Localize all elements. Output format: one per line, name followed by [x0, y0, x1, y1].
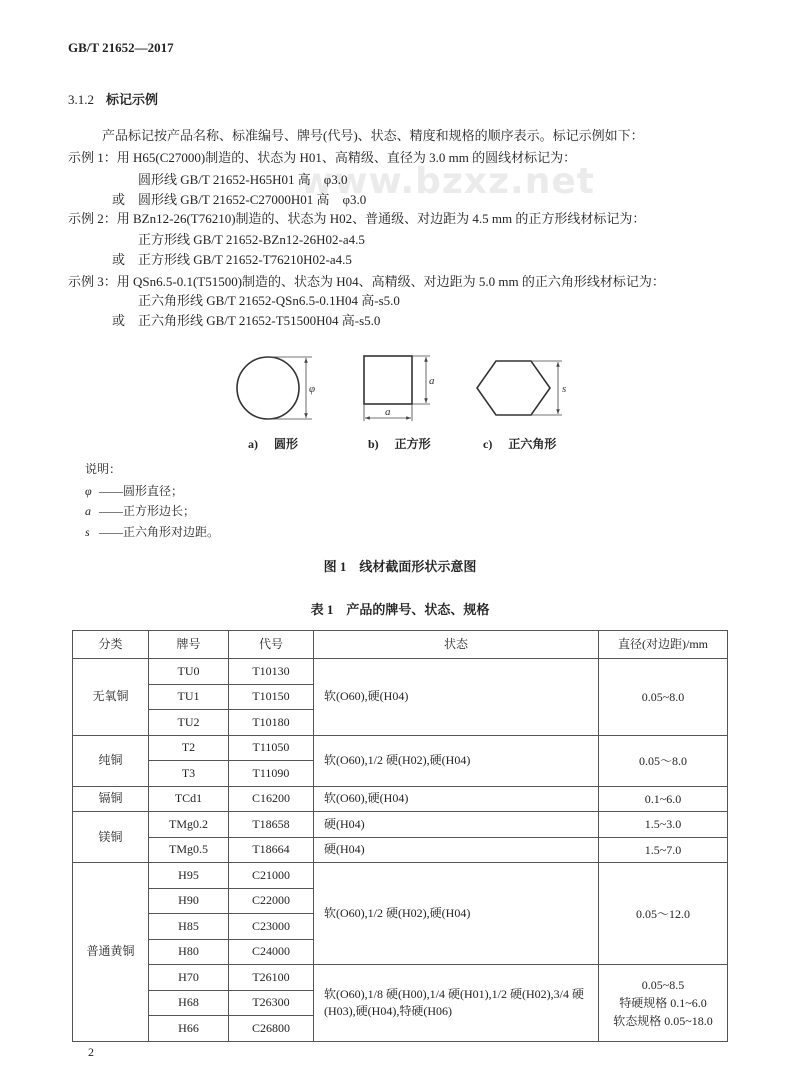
size-line: 0.05~8.5	[641, 977, 685, 992]
state-cell: 软(O60),硬(H04)	[314, 659, 599, 736]
code-cell: T18658	[229, 812, 314, 838]
size-line: 特硬规格 0.1~6.0	[619, 995, 707, 1010]
code-cell: T10180	[229, 710, 314, 736]
size-cell	[599, 863, 728, 965]
code-cell: T10130	[229, 659, 314, 685]
code-cell: C16200	[229, 786, 314, 812]
size-cell	[599, 786, 728, 812]
size-line: 软态规格 0.05~18.0	[613, 1013, 713, 1028]
category-cell: 纯铜	[73, 735, 149, 786]
example-1-mark: 圆形线 GB/T 21652-H65H01 高 φ3.0	[138, 172, 348, 187]
label-name: 正方形	[394, 437, 431, 451]
grade-cell: TMg0.2	[149, 812, 229, 838]
header-state: 状态	[314, 631, 599, 659]
grade-cell: T3	[149, 761, 229, 787]
header-code: 代号	[229, 631, 314, 659]
grade-cell: TCd1	[149, 786, 229, 812]
size-cell	[599, 812, 728, 838]
category-cell: 普通黄铜	[73, 863, 149, 1042]
example-3-lead: 示例 3：用 QSn6.5-0.1(T51500)制造的、状态为 H04、高精级、对边距为 5.0 mm 的正六角形线材标记为：	[68, 274, 665, 289]
code-cell: T26100	[229, 965, 314, 991]
section-heading	[68, 91, 158, 109]
example-1-alt-mark: 圆形线 GB/T 21652-C27000H01 高 φ3.0	[138, 192, 367, 207]
header-size: 直径(对边距)/mm	[599, 631, 728, 659]
watermark: www.bzxz.net	[300, 161, 595, 202]
code-cell: C26800	[229, 1016, 314, 1042]
standard-code-header: GB/T 21652—2017	[68, 40, 174, 55]
example-1-alt	[112, 191, 367, 209]
grade-cell: H68	[149, 990, 229, 1016]
example-2-lead: 示例 2：用 BZn12-26(T76210)制造的、状态为 H02、普通级、对边距为 4.5 mm 的正方形线材标记为：	[68, 211, 646, 226]
table-caption: 表 1 产品的牌号、状态、规格	[310, 602, 490, 617]
state-cell: 软(O60),1/2 硬(H02),硬(H04)	[314, 863, 599, 965]
table-body	[73, 659, 728, 1042]
diameter-symbol: φ	[309, 383, 316, 395]
header-category: 分类	[73, 631, 149, 659]
size-cell	[599, 837, 728, 863]
spec-table	[72, 630, 728, 1042]
figure-label-square	[368, 436, 431, 452]
code-cell: C21000	[229, 863, 314, 889]
table-row	[73, 786, 728, 812]
code-cell: T18664	[229, 837, 314, 863]
side-symbol: a	[385, 406, 391, 418]
table-row	[73, 659, 728, 685]
label-letter: a)	[248, 437, 258, 451]
size-line: 1.5~7.0	[644, 842, 682, 857]
figure-label-round	[248, 436, 298, 452]
grade-cell: H80	[149, 939, 229, 965]
page-number: 2	[88, 1045, 94, 1059]
size-cell	[599, 735, 728, 786]
grade-cell: T2	[149, 735, 229, 761]
table-header-row	[73, 631, 728, 659]
label-name: 圆形	[274, 437, 299, 451]
legend-item	[85, 502, 195, 520]
round-section-shape	[237, 357, 299, 419]
grade-cell: TU0	[149, 659, 229, 685]
category-cell: 镁铜	[73, 812, 149, 863]
table-row	[73, 965, 728, 991]
grade-cell: H95	[149, 863, 229, 889]
legend-symbol: φ	[85, 484, 92, 498]
size-cell	[599, 659, 728, 736]
category-cell: 镉铜	[73, 786, 149, 812]
code-cell: T11090	[229, 761, 314, 787]
legend-text: ——圆形直径；	[99, 484, 184, 498]
section-number: 3.1.2	[68, 92, 94, 107]
example-2-alt	[112, 251, 352, 269]
code-cell: C23000	[229, 914, 314, 940]
example-3-alt-mark: 正六角形线 GB/T 21652-T51500H04 高-s5.0	[138, 313, 381, 328]
grade-cell: TMg0.5	[149, 837, 229, 863]
state-cell: 硬(H04)	[314, 812, 599, 838]
size-line: 0.05～8.0	[638, 753, 687, 768]
state-cell: 硬(H04)	[314, 837, 599, 863]
legend-item	[85, 482, 183, 500]
category-cell: 无氧铜	[73, 659, 149, 736]
intro-paragraph: 产品标记按产品名称、标准编号、牌号(代号)、状态、精度和规格的顺序表示。标记示例如下：	[102, 128, 644, 143]
example-2-alt-mark: 正方形线 GB/T 21652-T76210H02-a4.5	[138, 252, 352, 267]
legend-symbol: s	[85, 525, 90, 539]
example-1-lead: 示例 1：用 H65(C27000)制造的、状态为 H01、高精级、直径为 3.0 mm 的圆线材标记为：	[68, 150, 577, 165]
state-cell: 软(O60),1/2 硬(H02),硬(H04)	[314, 735, 599, 786]
code-cell: T26300	[229, 990, 314, 1016]
table-row	[73, 812, 728, 838]
hexagon-section-shape	[477, 361, 550, 415]
table-row	[73, 735, 728, 761]
grade-cell: H66	[149, 1016, 229, 1042]
legend-text: ——正方形边长；	[99, 504, 196, 518]
figure-label-hexagon	[483, 436, 556, 452]
size-line: 1.5~3.0	[644, 817, 682, 832]
code-cell: C22000	[229, 888, 314, 914]
grade-cell: TU2	[149, 710, 229, 736]
table-row	[73, 863, 728, 889]
size-cell	[599, 965, 728, 1042]
alt-prefix: 或	[112, 252, 126, 267]
size-line: 0.05～12.0	[635, 906, 690, 921]
size-line: 0.1~6.0	[644, 791, 682, 806]
header-grade: 牌号	[149, 631, 229, 659]
state-cell: 软(O60),1/8 硬(H00),1/4 硬(H01),1/2 硬(H02),3/4 硬(H03),硬(H04),特硬(H06)	[314, 965, 599, 1042]
state-cell: 软(O60),硬(H04)	[314, 786, 599, 812]
code-cell: T10150	[229, 684, 314, 710]
code-cell: T11050	[229, 735, 314, 761]
grade-cell: H70	[149, 965, 229, 991]
size-line: 0.05~8.0	[641, 689, 685, 704]
legend-symbol: a	[85, 504, 91, 518]
alt-prefix: 或	[112, 313, 126, 328]
example-2-mark: 正方形线 GB/T 21652-BZn12-26H02-a4.5	[138, 232, 365, 247]
table-row	[73, 837, 728, 863]
label-name: 正六角形	[508, 437, 557, 451]
side-symbol: a	[429, 375, 435, 387]
grade-cell: TU1	[149, 684, 229, 710]
square-section-shape	[364, 356, 412, 404]
grade-cell: H85	[149, 914, 229, 940]
cross-section-figure	[225, 345, 585, 435]
legend-heading: 说明：	[85, 462, 122, 476]
section-title: 标记示例	[106, 92, 159, 107]
legend-text: ——正六角形对边距。	[99, 525, 220, 539]
figure-caption: 图 1 线材截面形状示意图	[323, 559, 477, 574]
label-letter: c)	[483, 437, 493, 451]
alt-prefix: 或	[112, 192, 126, 207]
legend-item	[85, 523, 219, 541]
flat-distance-symbol: s	[562, 383, 567, 395]
label-letter: b)	[368, 437, 379, 451]
example-3-mark: 正六角形线 GB/T 21652-QSn6.5-0.1H04 高-s5.0	[138, 293, 400, 308]
code-cell: C24000	[229, 939, 314, 965]
grade-cell: H90	[149, 888, 229, 914]
example-3-alt	[112, 312, 381, 330]
